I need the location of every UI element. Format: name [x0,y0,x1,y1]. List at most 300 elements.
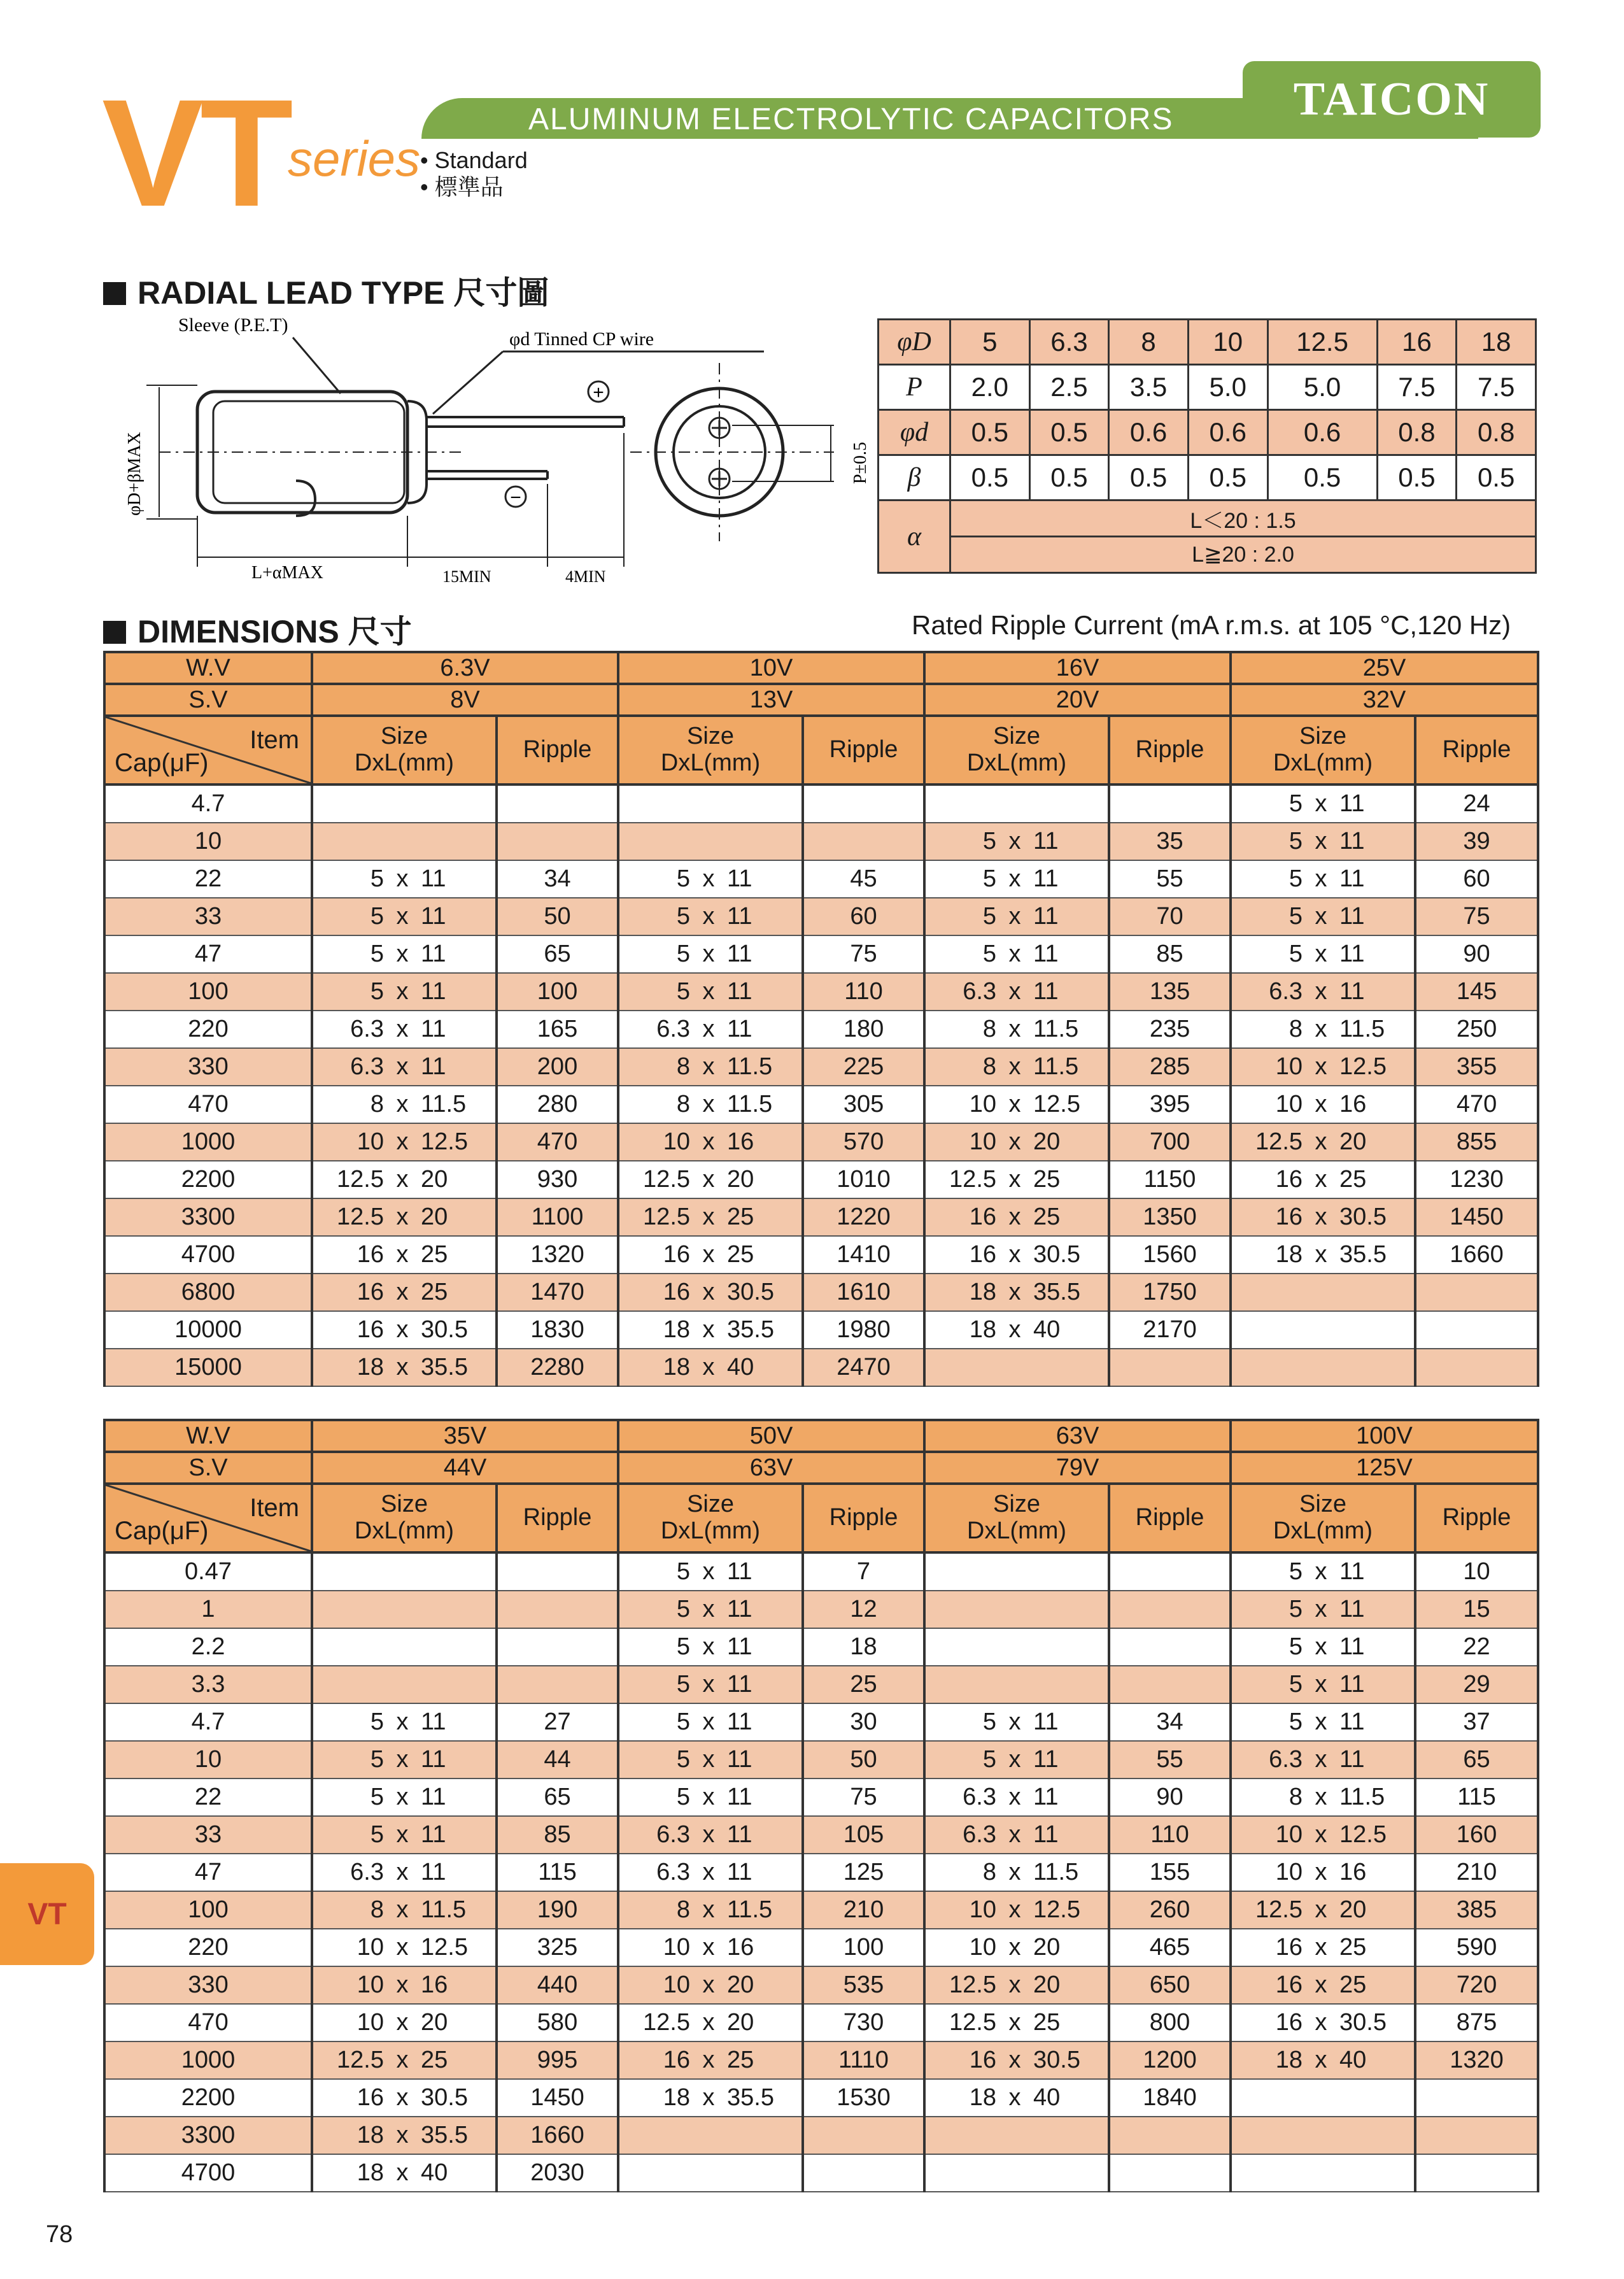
cap-value: 470 [104,1086,312,1123]
spec-row [879,320,1536,365]
size-cell [312,2041,497,2079]
table-row [104,1123,1538,1161]
square-bullet-icon [103,621,126,644]
size-value [313,2159,495,2187]
size-value [313,1859,495,1886]
size-diameter: 5 [1289,828,1303,855]
size-diameter: 18 [969,2084,996,2111]
wv-row [104,652,1538,684]
size-cell [1231,2154,1415,2192]
size-header-line2: DxL(mm) [1273,1517,1373,1544]
sv-value: 8V [312,684,618,716]
size-header-line1: Size [993,1491,1040,1518]
size-length: 25 [1339,1934,1367,1961]
size-value [313,978,495,1005]
cap-value: 6800 [104,1274,312,1311]
size-length: 11 [1033,941,1059,967]
size-cell [1231,1929,1415,1966]
table-row [104,1161,1538,1198]
cap-value: 0.47 [104,1552,312,1591]
cap-value: 15000 [104,1349,312,1386]
size-diameter: 5 [982,1708,996,1735]
size-diameter: 5 [676,903,691,930]
size-diameter: 5 [370,941,384,967]
ripple-value: 535 [803,1966,924,2004]
size-times: x [396,1128,409,1155]
size-cell [924,898,1109,935]
size-diameter: 16 [663,1241,691,1268]
item-label: Item [250,726,299,754]
size-value [619,1708,801,1736]
size-value [313,865,495,893]
size-diameter: 5 [1289,941,1303,967]
size-length: 16 [1339,1859,1367,1885]
spec-cell: 2.5 [1029,365,1109,410]
size-times: x [1008,1859,1021,1885]
size-length: 11 [727,1821,752,1848]
size-diameter: 8 [1289,1016,1303,1042]
ripple-value: 1350 [1109,1198,1231,1236]
size-value [313,2009,495,2036]
size-times: x [1008,903,1021,930]
size-cell [1231,1628,1415,1666]
size-value [926,1971,1108,1999]
ripple-value [803,2154,924,2192]
ripple-header: Ripple [1415,716,1538,785]
size-diameter: 6.3 [1269,1746,1303,1773]
size-diameter: 10 [1275,1859,1303,1885]
size-times: x [702,1316,715,1343]
ripple-value: 75 [803,1778,924,1816]
size-diameter: 6.3 [1269,978,1303,1005]
size-diameter: 5 [676,1784,690,1810]
wv-label: W.V [104,1420,312,1452]
size-times: x [396,2084,409,2111]
size-diameter: 5 [370,1784,384,1810]
spec-table [877,318,1537,574]
size-diameter: 8 [982,1016,997,1042]
size-length: 11.5 [1033,1859,1079,1885]
ripple-value: 110 [803,973,924,1011]
ripple-value [1415,1311,1538,1349]
size-header-line2: DxL(mm) [1273,749,1373,776]
size-times: x [396,2009,409,2036]
size-length: 11 [1033,1746,1059,1773]
size-header-line2: DxL(mm) [660,1517,761,1544]
sv-value: 32V [1231,684,1538,716]
svg-text:−: − [510,487,521,508]
ripple-value: 115 [1415,1778,1538,1816]
size-length: 25 [1339,1166,1367,1193]
size-diameter: 12.5 [337,1203,384,1230]
size-cell [924,1011,1109,1048]
size-cell [924,1349,1109,1386]
size-times: x [396,2122,409,2148]
cap-value: 33 [104,1816,312,1854]
size-value [313,2122,495,2149]
min4-label: 4MIN [565,567,606,586]
column-header-row [104,1484,1538,1552]
size-times: x [396,1016,409,1042]
size-value [619,1934,801,1961]
size-length: 11 [1033,903,1059,930]
size-times: x [702,1128,715,1155]
size-diameter: 5 [370,1708,384,1735]
size-length: 11 [1033,978,1059,1005]
spec-cell: 5.0 [1267,365,1377,410]
size-length: 11 [421,1746,446,1773]
size-length: 11 [727,1784,752,1810]
cap-value: 10 [104,823,312,860]
spec-cell: 6.3 [1029,320,1109,365]
size-value [926,941,1108,968]
spec-cell: 0.5 [950,410,1030,455]
size-length: 11 [1033,1784,1059,1810]
size-length: 11 [421,865,446,892]
ripple-value: 395 [1109,1086,1231,1123]
ripple-value: 65 [1415,1741,1538,1778]
ripple-value [497,1628,618,1666]
size-times: x [396,1896,409,1923]
ripple-note: Rated Ripple Current (mA r.m.s. at 105 °C,120 Hz) [912,610,1511,640]
alpha-rule: L＜20 : 1.5 [950,501,1536,537]
size-cell [924,1552,1109,1591]
ripple-value: 55 [1109,1741,1231,1778]
size-length: 35.5 [1339,1241,1387,1268]
size-length: 20 [1033,1971,1061,1998]
ripple-value: 1010 [803,1161,924,1198]
table-row [104,823,1538,860]
size-length: 11 [421,1859,446,1885]
ripple-value: 50 [497,898,618,935]
size-length: 40 [727,1354,754,1381]
sv-value: 79V [924,1452,1231,1484]
size-value [619,1821,801,1849]
size-length: 20 [1033,1934,1061,1961]
size-times: x [702,1166,715,1193]
size-times: x [1315,1746,1327,1773]
size-cell [1231,1666,1415,1703]
ripple-value: 50 [803,1741,924,1778]
size-header-line1: Size [687,723,734,750]
ripple-value: 100 [803,1929,924,1966]
size-times: x [702,1558,715,1585]
cap-value: 3300 [104,2117,312,2154]
size-diameter: 6.3 [656,1821,690,1848]
ripple-value [1415,2117,1538,2154]
ripple-value: 180 [803,1011,924,1048]
size-cell [618,2004,803,2041]
size-times: x [702,1821,715,1848]
ripple-value [1109,1666,1231,1703]
size-value [1232,1671,1414,1698]
size-diameter: 18 [663,1316,691,1343]
ripple-value: 700 [1109,1123,1231,1161]
size-length: 11 [1339,1558,1365,1585]
size-value [1232,1746,1414,1773]
size-length: 20 [421,1203,448,1230]
size-diameter: 5 [1289,903,1303,930]
size-value [926,1166,1108,1193]
table-row [104,1274,1538,1311]
size-times: x [1315,2009,1327,2036]
size-value [1232,1128,1414,1156]
size-times: x [1008,1241,1021,1268]
size-cell [312,1161,497,1198]
table-row [104,1854,1538,1891]
size-diameter: 5 [676,1671,690,1698]
size-length: 11 [1339,1708,1365,1735]
ripple-value: 100 [497,973,618,1011]
size-value [926,2047,1108,2074]
size-cell [1231,785,1415,823]
size-diameter: 5 [1289,1633,1303,1660]
size-times: x [1315,941,1327,967]
size-length: 11 [727,1859,752,1885]
table-row [104,1703,1538,1741]
ripple-value: 580 [497,2004,618,2041]
ripple-value: 30 [803,1703,924,1741]
size-diameter: 6.3 [963,978,997,1005]
size-diameter: 6.3 [963,1784,996,1810]
size-diameter: 8 [370,1091,384,1118]
size-length: 35.5 [421,2122,468,2148]
cap-value: 4700 [104,1236,312,1274]
cap-value: 2200 [104,2079,312,2117]
spec-cell: 0.6 [1267,410,1377,455]
size-value [926,1821,1108,1849]
size-diameter: 16 [357,1316,384,1343]
size-value [1232,903,1414,930]
size-cell [618,2154,803,2192]
ripple-value: 29 [1415,1666,1538,1703]
size-cell [312,823,497,860]
ripple-value: 875 [1415,2004,1538,2041]
size-value [619,2047,801,2074]
pitch-label: P±0.5 [851,442,870,484]
size-diameter: 16 [1275,1934,1303,1961]
cap-value: 3.3 [104,1666,312,1703]
size-cell [924,1666,1109,1703]
bullet-standard-zh: • 標準品 [420,174,504,200]
size-cell [924,2154,1109,2192]
size-length: 20 [727,1166,754,1193]
size-cell [312,1311,497,1349]
spec-cell: 0.5 [1457,455,1536,501]
cap-value: 4.7 [104,1703,312,1741]
size-diameter: 16 [357,1241,384,1268]
size-times: x [396,2047,409,2073]
size-length: 12.5 [1339,1053,1387,1080]
table-row [104,2079,1538,2117]
size-value [619,1558,801,1586]
ripple-value: 650 [1109,1966,1231,2004]
cap-value: 33 [104,898,312,935]
ripple-header: Ripple [497,716,618,785]
table-row [104,973,1538,1011]
size-diameter: 10 [357,2009,384,2036]
ripple-value [1109,2117,1231,2154]
size-length: 11 [727,1708,752,1735]
ripple-value: 35 [1109,823,1231,860]
size-cell [312,2117,497,2154]
size-diameter: 6.3 [656,1859,690,1885]
size-length: 11 [727,1633,752,1660]
size-diameter: 8 [1289,1784,1303,1810]
size-header [924,1484,1109,1552]
size-cell [1231,1123,1415,1161]
size-times: x [1008,1128,1021,1155]
size-cell [1231,1591,1415,1628]
size-cell [1231,1086,1415,1123]
ripple-value: 165 [497,1011,618,1048]
size-cell [924,2004,1109,2041]
ripple-value [497,823,618,860]
size-value [313,1316,495,1344]
size-length: 11.5 [1339,1016,1385,1042]
ripple-value: 1450 [497,2079,618,2117]
size-times: x [1315,1596,1327,1622]
size-cell [312,1741,497,1778]
size-cell [312,973,497,1011]
size-value [313,1971,495,1999]
size-length: 16 [421,1971,448,1998]
ripple-value: 12 [803,1591,924,1628]
size-times: x [702,1784,715,1810]
ripple-value: 1660 [1415,1236,1538,1274]
ripple-value [497,1591,618,1628]
size-cell [312,935,497,973]
ripple-value: 85 [497,1816,618,1854]
size-length: 40 [421,2159,448,2186]
spec-cell: 7.5 [1377,365,1457,410]
sv-value: 20V [924,684,1231,716]
size-diameter: 12.5 [337,2047,384,2073]
size-diameter: 12.5 [949,1971,996,1998]
size-times: x [396,1316,409,1343]
size-cell [618,1236,803,1274]
ripple-value: 1830 [497,1311,618,1349]
size-value [313,1279,495,1306]
size-cell [1231,2004,1415,2041]
size-times: x [1315,903,1327,930]
size-value [313,1821,495,1849]
cap-value: 4.7 [104,785,312,823]
size-times: x [1008,1091,1021,1118]
ripple-value: 470 [1415,1086,1538,1123]
size-diameter: 16 [357,2084,384,2111]
item-cap-header [104,1484,312,1552]
ripple-value: 1660 [497,2117,618,2154]
size-value [313,1128,495,1156]
ripple-value: 70 [1109,898,1231,935]
size-cell [924,1236,1109,1274]
cap-value: 3300 [104,1198,312,1236]
dimensions-heading: DIMENSIONS 尺寸 [103,606,412,652]
size-value [926,978,1108,1005]
size-cell [1231,860,1415,898]
size-cell [618,1552,803,1591]
spec-row [879,365,1536,410]
size-times: x [396,978,409,1005]
size-cell [924,1311,1109,1349]
cap-value: 47 [104,935,312,973]
size-value [926,1279,1108,1306]
size-diameter: 18 [969,1279,997,1305]
size-length: 11 [421,1053,446,1080]
spec-row-label: β [879,455,950,501]
size-length: 11 [421,941,446,967]
cap-value: 330 [104,1048,312,1086]
spec-row-label: α [879,501,950,573]
size-value [619,2009,801,2036]
spec-row-label: P [879,365,950,410]
size-length: 11 [1339,790,1365,817]
size-times: x [702,2047,715,2073]
size-cell [924,1929,1109,1966]
size-times: x [702,1633,715,1660]
table-row [104,1086,1538,1123]
ripple-value: 90 [1109,1778,1231,1816]
size-length: 11 [421,1016,446,1042]
size-times: x [1315,828,1327,855]
item-label: Item [250,1494,299,1522]
ripple-value: 1110 [803,2041,924,2079]
wv-value: 35V [312,1420,618,1452]
size-diameter: 18 [1275,2047,1303,2073]
size-header-line2: DxL(mm) [354,1517,455,1544]
size-value [1232,865,1414,893]
size-cell [1231,1274,1415,1311]
sv-label: S.V [104,684,312,716]
spec-cell: 0.5 [1109,455,1189,501]
ripple-value: 55 [1109,860,1231,898]
ripple-value: 60 [803,898,924,935]
series-code: VT [102,67,290,238]
size-value [1232,2009,1414,2036]
size-diameter: 5 [676,1558,690,1585]
table-row [104,1778,1538,1816]
table-row [104,1311,1538,1349]
size-times: x [396,1971,409,1998]
side-tab: VT [0,1863,94,1965]
ripple-value: 1410 [803,1236,924,1274]
size-times: x [702,1859,715,1885]
size-cell [1231,1349,1415,1386]
size-cell [618,1048,803,1086]
size-length: 40 [1033,2084,1061,2111]
size-diameter: 8 [982,1053,997,1080]
ripple-value: 1560 [1109,1236,1231,1274]
size-value [1232,1633,1414,1661]
radial-heading: RADIAL LEAD TYPE 尺寸圖 [103,267,549,313]
size-length: 25 [421,1241,448,1268]
size-value [313,2084,495,2112]
ripple-header: Ripple [497,1484,618,1552]
ripple-value: 2030 [497,2154,618,2192]
size-value [313,1091,495,1118]
size-cell [618,1198,803,1236]
ripple-value: 1100 [497,1198,618,1236]
size-value [926,1859,1108,1886]
sv-value: 13V [618,684,924,716]
size-cell [924,1891,1109,1929]
size-diameter: 12.5 [643,1203,691,1230]
table-row [104,785,1538,823]
size-length: 35.5 [1033,1279,1080,1305]
size-times: x [396,941,409,967]
size-times: x [1008,1708,1021,1735]
